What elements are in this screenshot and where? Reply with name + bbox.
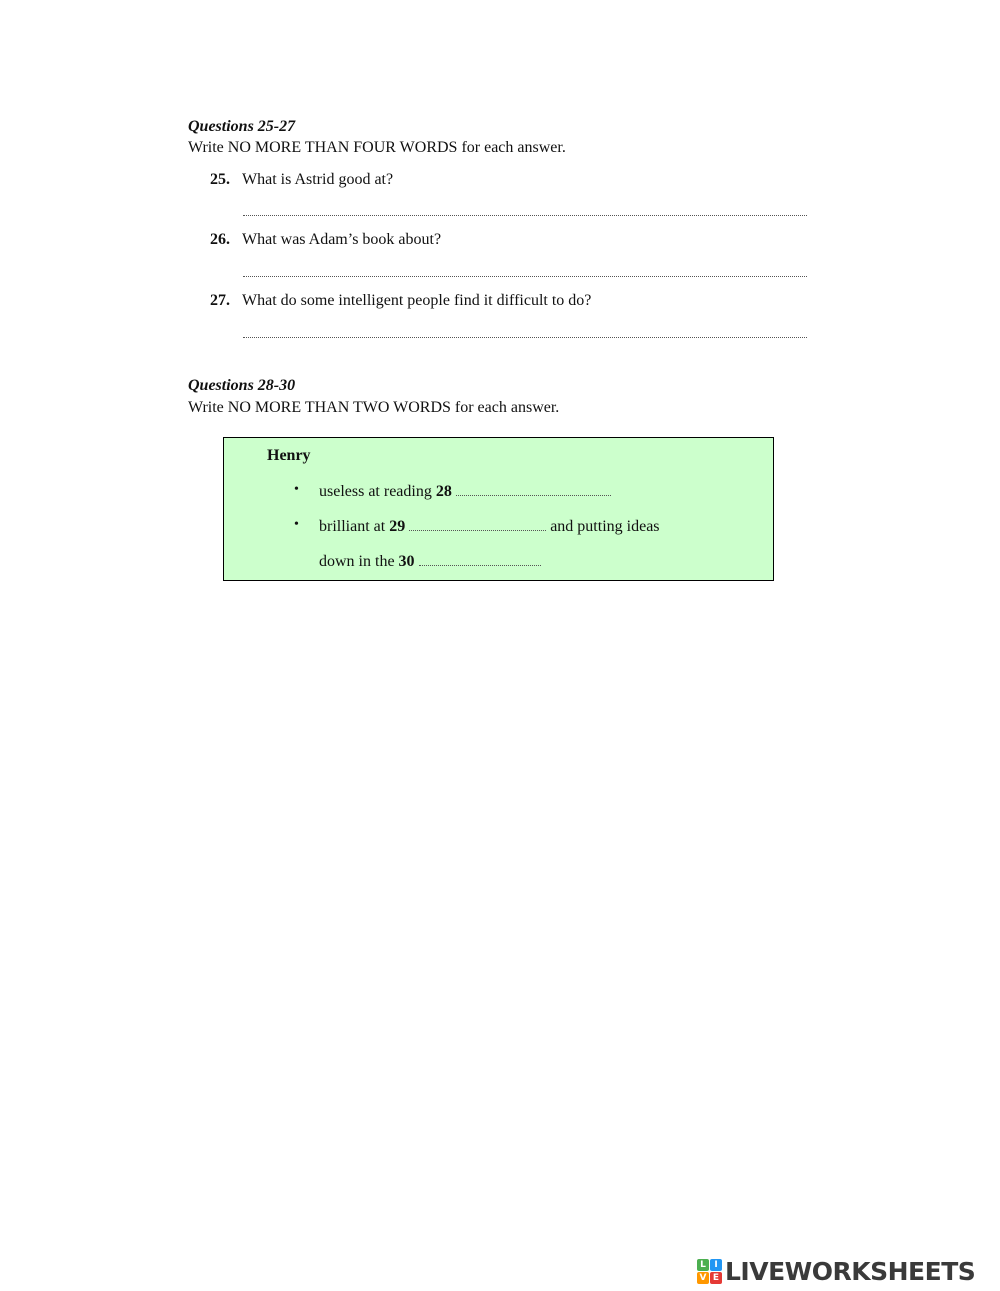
section-title-28-30: Questions 28-30 bbox=[188, 377, 296, 394]
logo-wordmark: LIVEWORKSHEETS bbox=[725, 1256, 976, 1286]
logo-block-i: I bbox=[710, 1259, 722, 1271]
answer-field-25[interactable] bbox=[243, 201, 807, 216]
notes-box bbox=[223, 437, 774, 581]
notes-line-3 bbox=[319, 551, 541, 572]
question-text-26: What was Adam’s book about? bbox=[242, 231, 442, 248]
bullet-icon: • bbox=[294, 482, 299, 497]
section-title-25-27: Questions 25-27 bbox=[188, 118, 296, 135]
logo-block-e: E bbox=[710, 1272, 722, 1284]
section-instruction-28-30: Write NO MORE THAN TWO WORDS for each answer. bbox=[188, 399, 560, 416]
gap-number-29: 29 bbox=[389, 518, 406, 535]
question-text-25: What is Astrid good at? bbox=[242, 171, 394, 188]
gap-field-28[interactable] bbox=[456, 481, 611, 496]
logo-block-l: L bbox=[697, 1259, 709, 1271]
notes-line-1-text: useless at reading bbox=[319, 483, 432, 500]
notes-box-title: Henry bbox=[267, 447, 311, 464]
bullet-icon: • bbox=[294, 517, 299, 532]
answer-field-27[interactable] bbox=[243, 323, 807, 338]
gap-field-30[interactable] bbox=[419, 551, 541, 566]
question-text-27: What do some intelligent people find it difficult to do? bbox=[242, 292, 592, 309]
answer-field-26[interactable] bbox=[243, 262, 807, 277]
section-instruction-25-27: Write NO MORE THAN FOUR WORDS for each answer. bbox=[188, 139, 566, 156]
notes-line-2 bbox=[319, 516, 660, 537]
question-number-25: 25. bbox=[210, 171, 230, 188]
logo-block-v: V bbox=[697, 1272, 709, 1284]
question-number-27: 27. bbox=[210, 292, 230, 309]
gap-number-28: 28 bbox=[435, 483, 452, 500]
notes-line-2-text: brilliant at bbox=[319, 518, 386, 535]
gap-field-29[interactable] bbox=[409, 516, 546, 531]
notes-line-3-text: down in the bbox=[319, 553, 395, 570]
notes-line-1 bbox=[319, 481, 611, 502]
gap-number-30: 30 bbox=[398, 553, 415, 570]
logo-blocks-icon bbox=[697, 1259, 722, 1284]
notes-line-2-after: and putting ideas bbox=[550, 518, 660, 535]
liveworksheets-logo bbox=[697, 1257, 975, 1285]
question-number-26: 26. bbox=[210, 231, 230, 248]
